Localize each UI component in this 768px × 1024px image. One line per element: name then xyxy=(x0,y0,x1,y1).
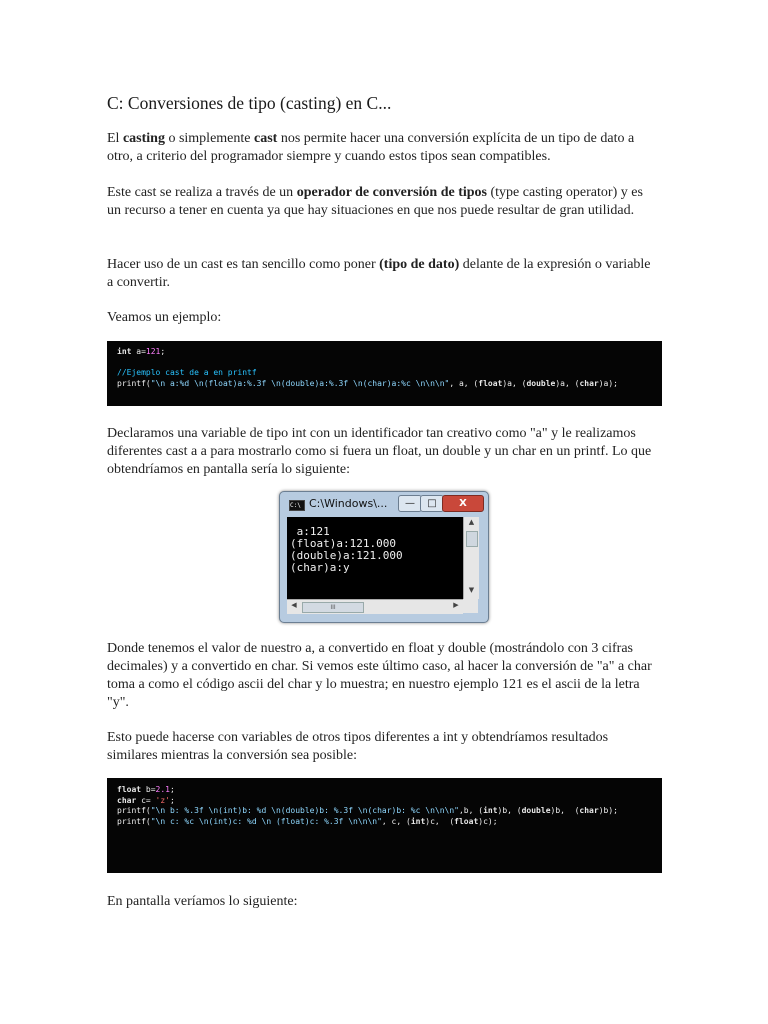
console-icon: C:\ xyxy=(289,500,305,511)
paragraph-operator: Este cast se realiza a través de un operador de conversión de tipos (type casting operator) y es un recurso a tener en cuenta ya que hay situaciones en que nos puede resultar de gran utilidad. xyxy=(107,185,643,218)
paragraph-other-types: Esto puede hacerse con variables de otros tipos diferentes a int y obtendríamos resultados similares mientras la conversión sea posible: xyxy=(107,730,609,763)
scroll-right-icon[interactable]: ▶ xyxy=(453,601,459,609)
code-line: int a=121; xyxy=(117,347,166,356)
vertical-scrollbar[interactable] xyxy=(463,517,479,599)
scroll-up-icon[interactable]: ▲ xyxy=(468,518,475,526)
code-comment: //Ejemplo cast de a en printf xyxy=(117,368,257,377)
scroll-thumb[interactable] xyxy=(466,531,478,547)
console-window xyxy=(279,491,489,623)
maximize-button[interactable]: □ xyxy=(420,495,444,512)
scroll-down-icon[interactable]: ▼ xyxy=(468,586,475,594)
code-line: printf("\n b: %.3f \n(int)b: %d \n(double)b: %.3f \n(char)b: %c \n\n\n",b, (int)b, (double)b, (char)b); xyxy=(117,806,618,815)
console-output: a:121 (float)a:121.000 (double)a:121.000 (char)a:y xyxy=(287,517,463,599)
horizontal-scrollbar[interactable] xyxy=(287,599,463,614)
code-line: printf("\n c: %c \n(int)c: %d \n (float)c: %.3f \n\n\n", c, (int)c, (float)c); xyxy=(117,816,498,826)
close-button[interactable]: X xyxy=(442,495,484,512)
code-line: char c= 'z'; xyxy=(117,795,175,805)
hscroll-thumb[interactable]: III xyxy=(302,602,364,613)
paragraph-result-explanation: Donde tenemos el valor de nuestro a, a convertido en float y double (mostrándolo con 3 cifras decimales) y a convertido en char. Si vemos este último caso, al hacer la conversión de "a" a char toma a como el código ascii del char y lo muestra; en nuestro ejemplo 121 es el ascii de la letra "y". xyxy=(107,641,652,710)
page-title: C: Conversiones de tipo (casting) en C... xyxy=(107,93,392,113)
paragraph-example-intro: Veamos un ejemplo: xyxy=(107,310,222,325)
paragraph-explanation: Declaramos una variable de tipo int con un identificador tan creativo como "a" y le realizamos diferentes cast a a para mostrarlo como si fuera un float, un double y un char en un printf. Lo que obtendríamos en pantalla sería lo siguiente: xyxy=(107,426,652,477)
scroll-left-icon[interactable]: ◀ xyxy=(291,601,297,609)
paragraph-usage: Hacer uso de un cast es tan sencillo como poner (tipo de dato) delante de la expresión o variable a convertir. xyxy=(107,257,651,290)
code-block-1 xyxy=(107,341,662,406)
window-title: C:\Windows\... xyxy=(309,497,388,510)
paragraph-screen-output: En pantalla veríamos lo siguiente: xyxy=(107,894,298,909)
code-line: printf("\n a:%d \n(float)a:%.3f \n(double)a:%.3f \n(char)a:%c \n\n\n", a, (float)a, (double)a, (char)a); xyxy=(117,378,618,388)
scroll-corner xyxy=(463,599,478,613)
paragraph-casting-intro: El casting o simplemente cast nos permite hacer una conversión explícita de un tipo de dato a otro, a criterio del programador siempre y cuando estos tipos sean compatibles. xyxy=(107,131,635,164)
code-line: float b=2.1; xyxy=(117,785,175,794)
code-block-2 xyxy=(107,778,662,873)
window-titlebar[interactable] xyxy=(280,492,488,514)
minimize-button[interactable]: — xyxy=(398,495,422,512)
